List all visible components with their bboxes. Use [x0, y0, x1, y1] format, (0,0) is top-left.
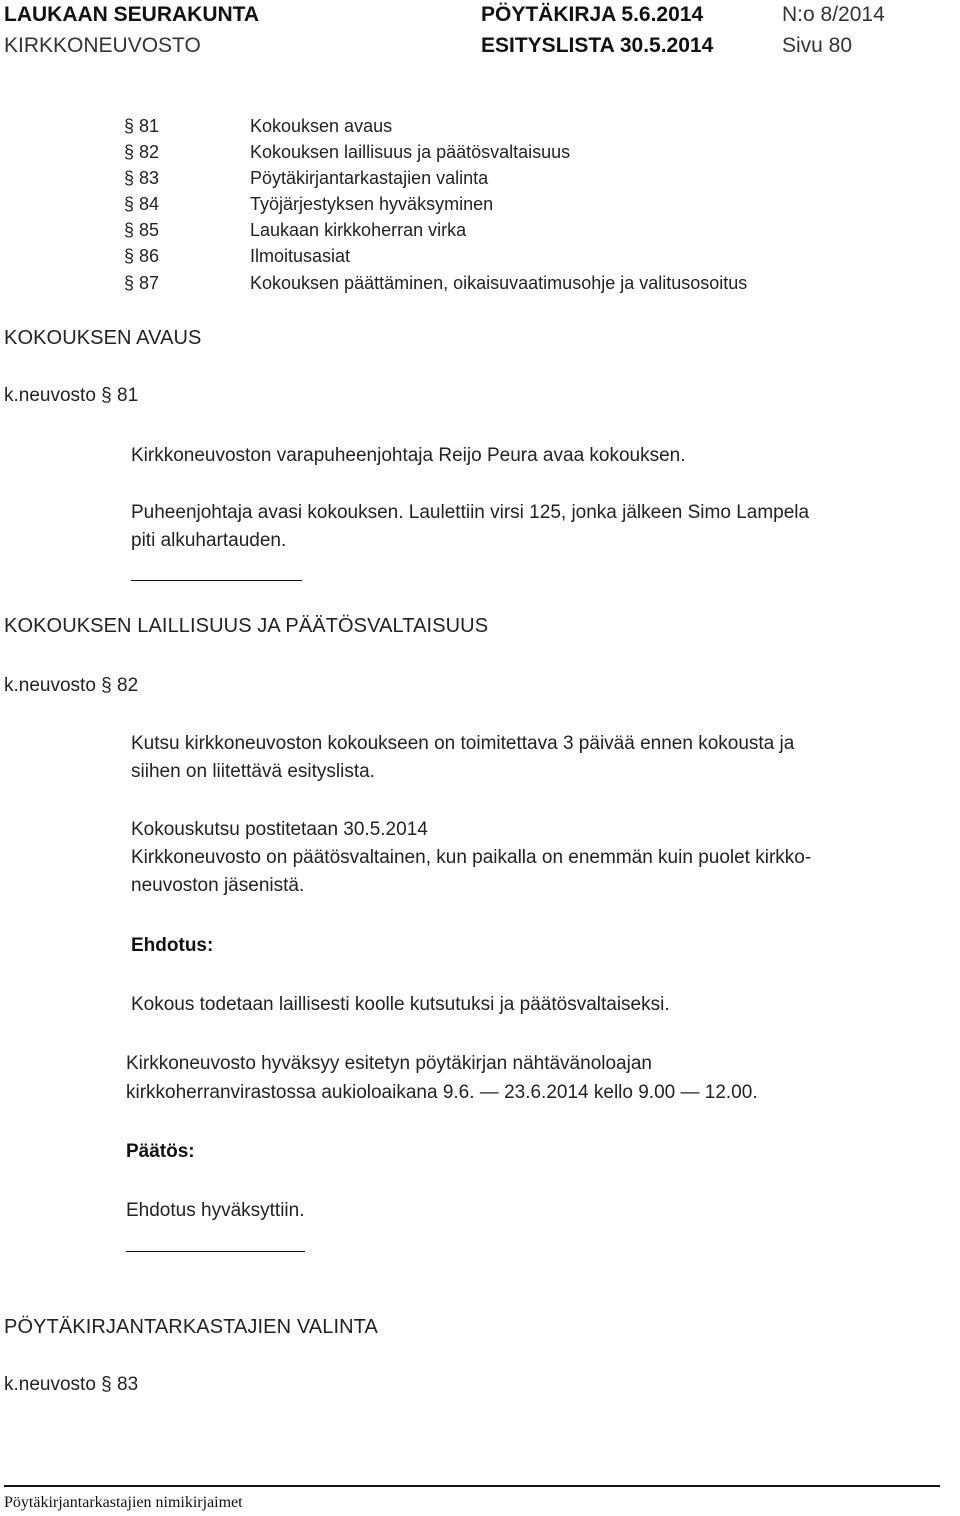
approval-note-line-2: kirkkoherranvirastossa aukioloaikana 9.6. — 23.6.2014 kello 9.00 — 12.00.	[126, 1082, 758, 1103]
decision-text: Ehdotus hyväksyttiin.	[126, 1200, 305, 1221]
section-82-reference: k.neuvosto § 82	[4, 675, 139, 696]
agenda-item-84-number: § 84	[124, 194, 160, 214]
agenda-item-86-number: § 86	[124, 246, 160, 266]
document-type: PÖYTÄKIRJA 5.6.2014	[481, 3, 704, 26]
document-number: N:o 8/2014	[782, 3, 885, 26]
page-number: Sivu 80	[782, 34, 853, 57]
agenda-item-82-number: § 82	[124, 142, 160, 162]
agenda-date: ESITYSLISTA 30.5.2014	[481, 34, 714, 57]
approval-note-line-1: Kirkkoneuvosto hyväksyy esitetyn pöytäkirjan nähtävänoloajan	[126, 1053, 652, 1074]
proposal-text: Kokous todetaan laillisesti koolle kutsutuksi ja päätösvaltaiseksi.	[131, 994, 670, 1015]
section-81-heading: KOKOUKSEN AVAUS	[4, 327, 202, 349]
section-81-paragraph-1: Kirkkoneuvoston varapuheenjohtaja Reijo Peura avaa kokouksen.	[131, 445, 686, 466]
org-name: LAUKAAN SEURAKUNTA	[4, 3, 260, 26]
section-82-paragraph-1-line-1: Kutsu kirkkoneuvoston kokoukseen on toimitettava 3 päivää ennen kokousta ja	[131, 733, 795, 754]
decision-label: Päätös:	[126, 1141, 195, 1162]
section-divider	[131, 580, 302, 581]
section-divider	[126, 1251, 305, 1252]
agenda-item-81-number: § 81	[124, 116, 160, 136]
agenda-item-81-title: Kokouksen avaus	[250, 116, 393, 136]
section-82-paragraph-3-line-1: Kirkkoneuvosto on päätösvaltainen, kun paikalla on enemmän kuin puolet kirkko-	[131, 847, 812, 868]
agenda-item-86-title: Ilmoitusasiat	[250, 246, 351, 266]
agenda-item-82-title: Kokouksen laillisuus ja päätösvaltaisuus	[250, 142, 571, 162]
footer-rule	[4, 1485, 940, 1487]
section-83-reference: k.neuvosto § 83	[4, 1374, 139, 1395]
footer-initials-label: Pöytäkirjantarkastajien nimikirjaimet	[4, 1494, 243, 1511]
body-name: KIRKKONEUVOSTO	[4, 34, 201, 57]
section-82-paragraph-3-line-2: neuvoston jäsenistä.	[131, 875, 305, 896]
section-82-heading: KOKOUKSEN LAILLISUUS JA PÄÄTÖSVALTAISUUS	[4, 615, 489, 637]
section-82-paragraph-1-line-2: siihen on liitettävä esityslista.	[131, 761, 375, 782]
agenda-item-87-title: Kokouksen päättäminen, oikaisuvaatimusohje ja valitusosoitus	[250, 273, 748, 293]
agenda-item-85-number: § 85	[124, 220, 160, 240]
proposal-label: Ehdotus:	[131, 935, 214, 956]
section-81-paragraph-2-line-1: Puheenjohtaja avasi kokouksen. Laulettiin virsi 125, jonka jälkeen Simo Lampela	[131, 502, 810, 523]
section-82-paragraph-2: Kokouskutsu postitetaan 30.5.2014	[131, 819, 428, 840]
agenda-item-84-title: Työjärjestyksen hyväksyminen	[250, 194, 494, 214]
section-81-paragraph-2-line-2: piti alkuhartauden.	[131, 530, 287, 551]
agenda-item-83-number: § 83	[124, 168, 160, 188]
agenda-item-83-title: Pöytäkirjantarkastajien valinta	[250, 168, 489, 188]
section-83-heading: PÖYTÄKIRJANTARKASTAJIEN VALINTA	[4, 1316, 378, 1338]
agenda-item-87-number: § 87	[124, 273, 160, 293]
agenda-item-85-title: Laukaan kirkkoherran virka	[250, 220, 467, 240]
section-81-reference: k.neuvosto § 81	[4, 385, 139, 406]
